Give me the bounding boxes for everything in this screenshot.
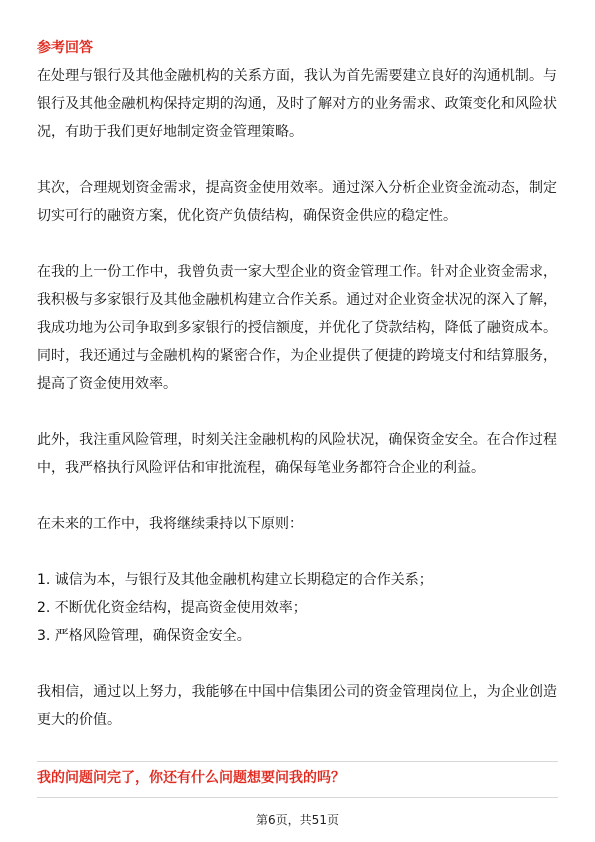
paragraph-risk: 此外，我注重风险管理，时刻关注金融机构的风险状况，确保资金安全。在合作过程中，我严格执行风险评估和审批流程，确保每笔业务都符合企业的利益。: [37, 432, 557, 476]
closing-question: 我的问题问完了，你还有什么问题想要问我的吗？: [37, 770, 345, 786]
paragraph-gap: [37, 538, 557, 566]
paragraph-communication: 在处理与银行及其他金融机构的关系方面，我认为首先需要建立良好的沟通机制。与银行及其他金融机构保持定期的沟通，及时了解对方的业务需求、政策变化和风险状况，有助于我们更好地制定资金管理策略。: [37, 68, 557, 140]
paragraph-conclusion: 我相信，通过以上努力，我能够在中国中信集团公司的资金管理岗位上，为企业创造更大的价值。: [37, 684, 557, 728]
paragraph-gap: [37, 398, 557, 426]
page-indicator: 第6页，共51页: [256, 813, 339, 827]
section-divider: [37, 761, 558, 762]
paragraph-experience: 在我的上一份工作中，我曾负责一家大型企业的资金管理工作。针对企业资金需求，我积极与多家银行及其他金融机构建立合作关系。通过对企业资金状况的深入了解，我成功地为公司争取到多家银行的授信额度，并优化了贷款结构，降低了融资成本。同时，我还通过与金融机构的紧密合作，为企业提供了便捷的跨境支付和结算服务，提高了资金使用效率。: [37, 264, 557, 392]
paragraph-gap: [37, 482, 557, 510]
list-item: 3. 严格风险管理，确保资金安全。: [37, 628, 251, 644]
list-item: 2. 不断优化资金结构，提高资金使用效率；: [37, 600, 307, 616]
paragraph-principles-intro: 在未来的工作中，我将继续秉持以下原则：: [37, 516, 303, 532]
list-item: 1. 诚信为本，与银行及其他金融机构建立长期稳定的合作关系；: [37, 572, 433, 588]
paragraph-gap: [37, 650, 557, 678]
paragraph-gap: [37, 146, 557, 174]
principles-list: [37, 566, 557, 650]
answer-heading: 参考回答: [37, 40, 93, 56]
paragraph-planning: 其次，合理规划资金需求，提高资金使用效率。通过深入分析企业资金流动态，制定切实可行的融资方案，优化资产负债结构，确保资金供应的稳定性。: [37, 180, 557, 224]
footer-divider: [37, 797, 558, 798]
paragraph-gap: [37, 230, 557, 258]
answer-section: [37, 37, 557, 734]
